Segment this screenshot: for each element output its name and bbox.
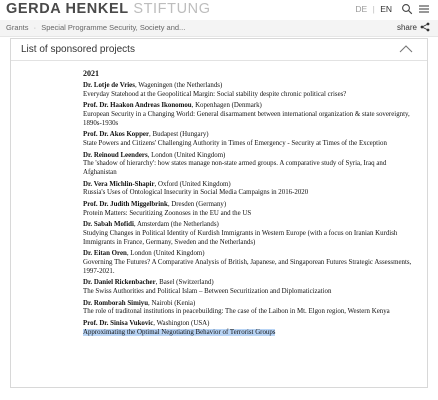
project-title: Protein Matters: Securitizing Zoonoses in the EU and the US	[83, 209, 252, 217]
projects-list	[83, 69, 413, 341]
lang-en-link[interactable]: EN	[380, 4, 392, 14]
panel-header[interactable]	[11, 39, 427, 61]
project-title: Governing The Futures? A Comparative Analysis of British, Japanese, and Singaporean Futures Strategic Assessments, 1997-2021.	[83, 259, 412, 275]
logo-text-primary: GERDA HENKEL	[6, 1, 129, 17]
grantee-location: , London (United Kingdom)	[147, 151, 226, 159]
grantee-name: Dr. Lotje de Vries	[83, 82, 135, 89]
entries-container	[83, 82, 413, 337]
grantee-name: Dr. Reinoud Leenders	[83, 151, 148, 159]
list-item	[83, 102, 413, 128]
grantee-name: Prof. Dr. Akos Kopper	[83, 131, 150, 139]
project-title: The role of traditonal institutions in peacebuilding: The case of the Laibon in Mt. Elgon region, Western Kenya	[83, 308, 390, 316]
list-item	[83, 300, 413, 317]
grantee-location: , Dresden (Germany)	[167, 201, 227, 209]
grantee-location: , Oxford (United Kingdom)	[154, 180, 231, 188]
chevron-up-icon[interactable]	[399, 44, 413, 54]
list-item	[83, 131, 413, 148]
grantee-name: Dr. Daniel Rickenbacher	[83, 279, 156, 287]
panel-title: List of sponsored projects	[21, 44, 135, 55]
project-title: European Security in a Changing World: General disarmament between international organization & state sovereignty, 1890s-1930s	[83, 110, 410, 127]
breadcrumb-grants[interactable]: Grants	[6, 23, 29, 32]
lang-separator: |	[372, 4, 375, 14]
project-title: Studying Changes in Political Identity of Kurdish Immigrants in Western Europe (with a focus on Iranian Kurdish Immigrants in France, Germany, Sweden and the Netherlands)	[83, 230, 398, 246]
project-title: Everyday Statehood at the Geopolitical Margin: Social stability despite chronic political crises?	[83, 90, 347, 98]
share-button[interactable]	[397, 22, 430, 32]
sponsored-projects-panel	[10, 38, 428, 388]
project-title: The Swiss Authorities and Political Islam – Between Securitization and Diplomaticization	[83, 287, 332, 295]
year-heading: 2021	[83, 69, 99, 78]
project-title: Approximating the Optimal Negotiating Behavior of Terrorist Groups	[83, 328, 276, 336]
list-item	[83, 320, 413, 337]
grantee-name: Dr. Vera Michlin-Shapir	[83, 180, 155, 188]
breadcrumb	[6, 23, 185, 32]
site-logo[interactable]	[6, 0, 211, 18]
project-title: State Powers and Citizens' Challenging Authority in Times of Emergency - Security at Times of the Exception	[83, 139, 387, 147]
grantee-location: , Basel (Switzerland)	[155, 279, 214, 287]
grantee-name: Prof. Dr. Judith Miggelbrink	[83, 201, 168, 209]
breadcrumb-bar	[0, 20, 438, 37]
menu-icon[interactable]	[418, 3, 430, 15]
project-title: Russia's Uses of Ontological Insecurity in Social Media Campaigns in 2016-2020	[83, 189, 309, 197]
grantee-name: Prof. Dr. Sinisa Vukovic	[83, 320, 154, 328]
language-switcher	[355, 4, 392, 14]
list-item	[83, 181, 413, 198]
breadcrumb-current[interactable]: Special Programme Security, Society and...	[41, 23, 186, 32]
grantee-name: Dr. Romborah Simiyu	[83, 299, 149, 307]
grantee-location: , Nairobi (Kenia)	[148, 299, 196, 307]
list-item	[83, 279, 413, 296]
list-item	[83, 82, 413, 99]
breadcrumb-separator: ·	[33, 23, 37, 32]
logo-text-secondary: STIFTUNG	[133, 1, 211, 17]
search-icon[interactable]	[401, 3, 413, 15]
grantee-name: Dr. Eitan Oren	[83, 250, 127, 258]
grantee-location: , Kopenhagen (Denmark)	[191, 102, 262, 110]
project-title: The 'shadow of hierarchy': how states manage non-state armed groups. A comparative study of Syria, Iraq and Afghanistan	[83, 160, 387, 176]
list-item	[83, 201, 413, 218]
list-item	[83, 221, 413, 247]
grantee-location: , Wageningen (the Netherlands)	[134, 82, 223, 89]
list-item	[83, 250, 413, 276]
share-label: share	[396, 22, 417, 32]
share-icon	[420, 22, 430, 32]
site-header	[0, 0, 438, 20]
grantee-name: Dr. Sabah Mofidi	[83, 221, 134, 229]
list-item	[83, 152, 413, 178]
lang-de-link[interactable]: DE	[355, 4, 368, 14]
header-actions	[355, 3, 430, 15]
grantee-location: , Amsterdam (the Netherlands)	[133, 221, 219, 229]
grantee-location: , Budapest (Hungary)	[149, 131, 209, 139]
grantee-location: , London (United Kingdom)	[126, 250, 205, 258]
grantee-location: , Washington (USA)	[153, 320, 210, 328]
grantee-name: Prof. Dr. Haakon Andreas Ikonomou	[83, 102, 192, 110]
